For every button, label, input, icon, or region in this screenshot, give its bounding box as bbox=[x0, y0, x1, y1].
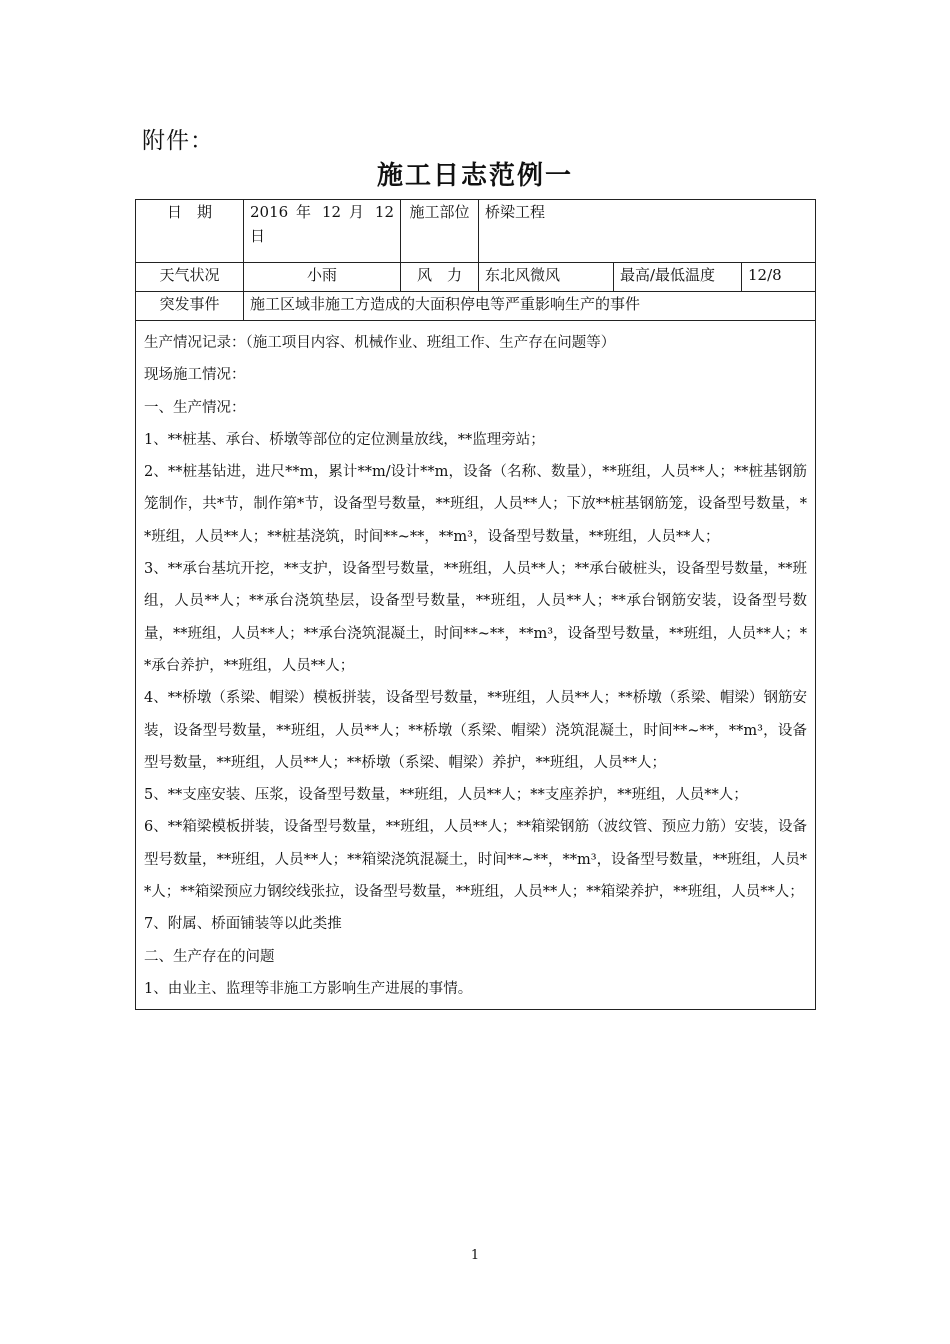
page-number: 1 bbox=[470, 1248, 480, 1263]
weather-label: 天气状况 bbox=[136, 263, 244, 292]
date-value: 2016 年 12 月 12 日 bbox=[244, 200, 401, 263]
record-line: 3、**承台基坑开挖，**支护，设备型号数量，**班组，人员**人；**承台破桩头，设备型号数量，**班组，人员**人；**承台浇筑垫层，设备型号数量，**班组，人员**人；**承台钢筋安装，设备型号数量，**班组，人员**人；**承台浇筑混凝土，时间**~**，**m³，设备型号数量，**班组，人员**人；**承台养护，**班组，人员**人； bbox=[144, 561, 808, 674]
date-row bbox=[136, 200, 816, 263]
temperature-value: 12/8 bbox=[742, 263, 816, 292]
record-row bbox=[136, 321, 816, 1010]
record-line: 1、**桩基、承台、桥墩等部位的定位测量放线，**监理旁站； bbox=[144, 431, 545, 448]
weather-value: 小雨 bbox=[244, 263, 401, 292]
record-line: 一、生产情况： bbox=[144, 399, 246, 416]
record-line: 7、附属、桥面铺装等以此类推 bbox=[144, 916, 342, 933]
weather-row bbox=[136, 263, 816, 292]
record-line: 现场施工情况： bbox=[144, 367, 246, 384]
record-line: 二、生产存在的问题 bbox=[144, 948, 275, 965]
record-line: 5、**支座安装、压浆，设备型号数量，**班组，人员**人；**支座养护，**班组，人员**人； bbox=[144, 787, 748, 804]
construction-log-table bbox=[135, 199, 816, 1010]
production-record bbox=[136, 321, 816, 1010]
wind-value: 东北风微风 bbox=[479, 263, 614, 292]
wind-label: 风 力 bbox=[401, 263, 479, 292]
record-line: 4、**桥墩（系梁、帽梁）模板拼装，设备型号数量，**班组，人员**人；**桥墩（系梁、帽梁）钢筋安装，设备型号数量，**班组，人员**人；**桥墩（系梁、帽梁）浇筑混凝土，时间**~**，**m³，设备型号数量，**班组，人员**人；**桥墩（系梁、帽梁）养护，**班组，人员**人； bbox=[144, 690, 808, 771]
record-line: 生产情况记录：（施工项目内容、机械作业、班组工作、生产存在问题等） bbox=[144, 335, 616, 351]
record-line: 1、由业主、监理等非施工方影响生产进展的事情。 bbox=[144, 980, 473, 997]
temperature-label: 最高/最低温度 bbox=[614, 263, 742, 292]
location-value: 桥梁工程 bbox=[479, 200, 816, 263]
date-label: 日 期 bbox=[136, 200, 244, 263]
record-line: 2、**桩基钻进，进尺**m，累计**m/设计**m，设备（名称、数量），**班组，人员**人；**桩基钢筋笼制作，共*节，制作第*节，设备型号数量，**班组，人员**人；下放**桩基钢筋笼，设备型号数量，**班组，人员**人；**桩基浇筑，时间**~**，**m³，设备型号数量，**班组，人员**人； bbox=[144, 464, 808, 545]
document-title: 施工日志范例一 bbox=[376, 161, 573, 191]
attachment-label: 附件： bbox=[142, 128, 214, 154]
incident-value: 施工区域非施工方造成的大面积停电等严重影响生产的事件 bbox=[244, 292, 816, 321]
incident-row bbox=[136, 292, 816, 321]
record-line: 6、**箱梁模板拼装，设备型号数量，**班组，人员**人；**箱梁钢筋（波纹管、预应力筋）安装，设备型号数量，**班组，人员**人；**箱梁浇筑混凝土，时间**~**，**m³，设备型号数量，**班组，人员**人；**箱梁预应力钢绞线张拉，设备型号数量，**班组，人员**人；**箱梁养护，**班组，人员**人； bbox=[144, 819, 808, 901]
incident-label: 突发事件 bbox=[136, 292, 244, 321]
location-label: 施工部位 bbox=[401, 200, 479, 263]
